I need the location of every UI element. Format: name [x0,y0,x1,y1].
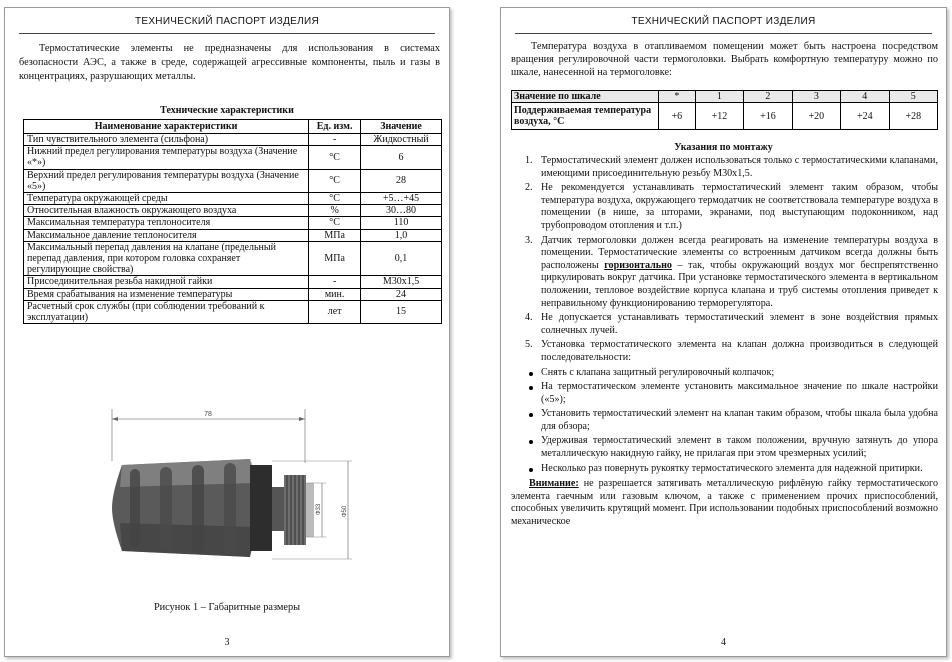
warning-label: Внимание: [529,478,579,490]
bullet-item: Удерживая термостатический элемент в таком положении, вручную затянуть до упора металлическую накидную гайку, не прилагая при этом чрезмерных усилий; [511,435,938,460]
bullet-item: На термостатическом элементе установить максимальное значение по шкале настройки («5»); [511,381,938,406]
bullet-item: Снять с клапана защитный регулировочный колпачок; [511,367,938,380]
spec-unit: мин. [309,288,361,300]
spec-name: Время срабатывания на изменение температуры [24,288,309,300]
spec-value: 110 [361,217,442,229]
page-3 [4,7,450,657]
warning-paragraph [511,478,938,528]
table-row [24,288,442,300]
bullet-icon [529,372,533,376]
spec-value: 6 [361,146,442,169]
spec-unit: °С [309,217,361,229]
spec-value: 15 [361,300,442,323]
temp-value: +28 [889,103,937,130]
table-row [24,229,442,241]
scale-value: 1 [695,91,743,103]
spec-name: Максимальное давление теплоносителя [24,229,309,241]
spec-value: 0,1 [361,241,442,276]
spec-name: Нижний предел регулирования температуры воздуха (Значение «*») [24,146,309,169]
spec-value: М30х1,5 [361,276,442,288]
spec-value: Жидкостный [361,134,442,146]
temp-row [512,103,938,130]
table-row [24,205,442,217]
scale-value: 2 [744,91,792,103]
page-number: 3 [224,637,230,648]
mounting-list [511,155,938,529]
spec-unit: °С [309,146,361,169]
spec-name: Максимальный перепад давления на клапане (предельный перепад давления, при котором головка сохраняет регулирующие свойства) [24,241,309,276]
col-header-unit: Ед. изм. [309,120,361,134]
table-row [24,217,442,229]
spec-name: Максимальная температура теплоносителя [24,217,309,229]
spec-value: +5…+45 [361,193,442,205]
header-divider [515,33,932,34]
spec-name: Верхний предел регулирования температуры воздуха (Значение «5») [24,169,309,192]
spec-table [23,119,442,324]
col-header-name: Наименование характеристики [24,120,309,134]
warning-text: не разрешается затягивать металлическую рифлёную гайку термостатического элемента гаечным или газовым ключом, а также с применением прочих приспособлений, способных увеличить крутящий момент. При использовании подобных приспособлений возможно механическое [511,478,938,528]
list-item: 4. Не допускается устанавливать термостатический элемент в зоне воздействия прямых солнечных лучей. [525,312,938,336]
dim-length-label: 78 [204,411,212,418]
spec-unit: °С [309,169,361,192]
knob-collar [250,465,272,551]
mounting-title: Указания по монтажу [674,142,773,153]
scale-value: 5 [889,91,937,103]
spec-unit: - [309,134,361,146]
table-row [24,134,442,146]
spec-unit: °С [309,193,361,205]
spec-name: Тип чувствительного элемента (сильфона) [24,134,309,146]
table-header-row [24,120,442,134]
list-item: 5. Установка термостатического элемента на клапан должна производиться в следующей последовательности: [525,339,938,363]
scale-row [512,91,938,103]
spec-unit: лет [309,300,361,323]
table-row [24,146,442,169]
bullet-item: Несколько раз повернуть рукоятку термостатического элемента для надежной притирки. [511,463,938,476]
intro-paragraph [511,40,938,79]
figure-caption: Рисунок 1 – Габаритные размеры [153,602,301,613]
intro-text: Температура воздуха в отапливаемом помещении может быть настроена посредством вращения регулировочной части термоголовки. Выбрать комфортную температуру можно по шкале, нанесенной на термоголовке: [511,41,938,78]
list-item: 3. Датчик термоголовки должен всегда реагировать на изменение температуры воздуха в помещении. Термостатические элементы со встроенным датчиком всегда должны быть расположены горизонтально – так, чтобы окружающий воздух мог беспрепятственно циркулировать вокруг датчика. При установке термостатического элемента в вертикальном положении, тепловое воздействие корпуса клапана и труб системы отопления приведет к неправильному функционированию терморегулятора. [525,234,938,309]
table-title: Технические характеристики [160,105,294,116]
temp-label: Поддерживаемая температура воздуха, °С [512,103,659,130]
table-row [24,241,442,276]
table-row [24,276,442,288]
spec-value: 24 [361,288,442,300]
page-4 [500,7,947,657]
spec-unit: - [309,276,361,288]
list-item: 2. Не рекомендуется устанавливать термостатический элемент таким образом, чтобы температура воздуха, окружающего термодатчик не соответствовала температуре воздуха в помещении (в нише, за шторами, экранами, под выступающим подоконником, над трубопроводом отопления и т.п.) [525,182,938,231]
spec-unit: % [309,205,361,217]
spec-unit: МПа [309,229,361,241]
table-row [24,169,442,192]
spec-name: Расчетный срок службы (при соблюдении требований к эксплуатации) [24,300,309,323]
spec-name: Относительная влажность окружающего воздуха [24,205,309,217]
spec-value: 30…80 [361,205,442,217]
dim-large-label: Ф50 [342,505,348,517]
table-row [24,300,442,323]
dim-small-label: Ф33 [316,503,322,515]
page-header: ТЕХНИЧЕСКИЙ ПАСПОРТ ИЗДЕЛИЯ [631,16,816,27]
emphasis-horizontal: горизонтально [604,259,672,271]
bullet-icon [529,386,533,390]
bullet-item: Установить термостатический элемент на клапан таким образом, чтобы шкала была удобна для обзора; [511,408,938,433]
bullet-icon [529,413,533,417]
spec-unit: МПа [309,241,361,276]
temp-value: +6 [659,103,696,130]
spec-value: 1,0 [361,229,442,241]
page-number: 4 [721,637,726,648]
table-row [24,193,442,205]
dimension-drawing [100,403,365,593]
scale-table [511,90,938,130]
header-divider [19,33,435,34]
spec-name: Присоединительная резьба накидной гайки [24,276,309,288]
temp-value: +24 [841,103,889,130]
page-header: ТЕХНИЧЕСКИЙ ПАСПОРТ ИЗДЕЛИЯ [134,16,320,27]
spec-name: Температура окружающей среды [24,193,309,205]
temp-value: +12 [695,103,743,130]
temp-value: +16 [744,103,792,130]
scale-value: * [659,91,696,103]
scale-value: 4 [841,91,889,103]
list-item: 1. Термостатический элемент должен использоваться только с термостатическими клапанами, имеющими присоединительную резьбу М30х1,5. [525,155,938,179]
temp-value: +20 [792,103,840,130]
bullet-icon [529,468,533,472]
scale-label: Значение по шкале [512,91,659,103]
scale-value: 3 [792,91,840,103]
intro-paragraph [19,42,440,84]
bullet-icon [529,440,533,444]
spec-value: 28 [361,169,442,192]
col-header-value: Значение [361,120,442,134]
intro-text: Термостатические элементы не предназначены для использования в системах безопасности АЭС, а также в среде, содержащей агрессивные компоненты, пыль и газы в концентрациях, разрушающих металлы. [19,43,440,82]
